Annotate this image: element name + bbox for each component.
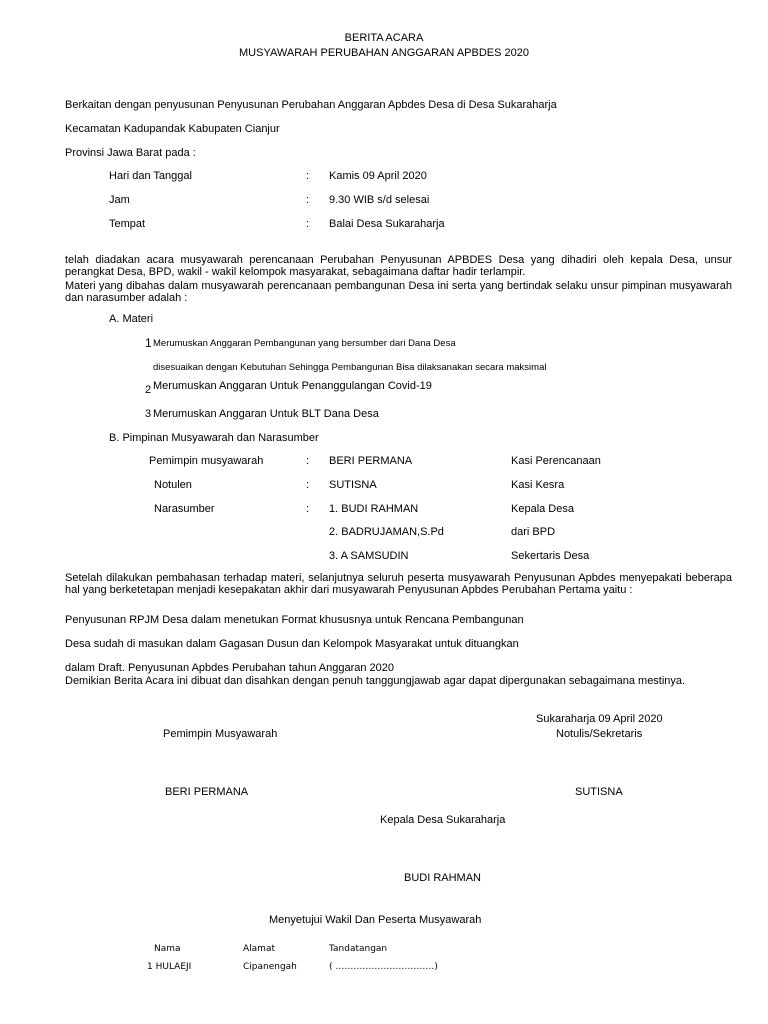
item-text-continued: disesuaikan dengan Kebutuhan Sehingga Pembangunan Bisa dilaksanakan secara maksimal (153, 362, 547, 373)
detail-value: 9.30 WIB s/d selesai (329, 194, 430, 206)
detail-value: Balai Desa Sukaraharja (329, 218, 445, 230)
agreement-line-1: Penyusunan RPJM Desa dalam menetukan Format khususnya untuk Rencana Pembangunan (65, 614, 524, 626)
detail-value: Kamis 09 April 2020 (329, 170, 427, 182)
leader-role: Notulen (154, 479, 192, 491)
section-a-heading: A. Materi (109, 313, 154, 325)
item-text: Merumuskan Anggaran Untuk BLT Dana Desa (153, 408, 379, 420)
leader-name: 1. BUDI RAHMAN (329, 503, 419, 515)
item-number: 3 (145, 408, 152, 420)
paragraph-agreement-intro: Setelah dilakukan pembahasan terhadap materi, selanjutnya seluruh peserta musyawarah Penyusunan Apbdes menyepakati beberapa hal yang berketetapan menjadi kesepakatan akhir dari musyawarah Penyusunan Apbdes Perubahan Pertama yaitu : (65, 572, 732, 596)
detail-separator: : (306, 194, 310, 206)
participants-column-header: Nama (154, 944, 181, 954)
leader-separator: : (306, 455, 310, 467)
leader-separator: : (306, 503, 310, 515)
signature-center-title: Kepala Desa Sukaraharja (380, 814, 506, 826)
intro-line-2: Kecamatan Kadupandak Kabupaten Cianjur (65, 123, 280, 135)
signature-left-name: BERI PERMANA (165, 786, 249, 798)
intro-line-3: Provinsi Jawa Barat pada : (65, 147, 196, 159)
participant-address: Cipanengah (243, 962, 297, 972)
agreement-line-3: dalam Draft. Penyusunan Apbdes Perubahan tahun Anggaran 2020 (65, 662, 395, 674)
leader-position: Sekertaris Desa (511, 550, 590, 562)
detail-separator: : (306, 218, 310, 230)
signature-right-title: Notulis/Sekretaris (556, 728, 643, 740)
participants-column-header: Tandatangan (329, 944, 388, 954)
paragraph-closing: Demikian Berita Acara ini dibuat dan disahkan dengan penuh tanggungjawab agar dapat dipergunakan sebagaimana mestinya. (65, 675, 686, 687)
document-subtitle: MUSYAWARAH PERUBAHAN ANGGARAN APBDES 2020 (239, 47, 529, 59)
signature-center-name: BUDI RAHMAN (404, 872, 482, 884)
detail-separator: : (306, 170, 310, 182)
item-text: Merumuskan Anggaran Pembangunan yang bersumber dari Dana Desa (153, 338, 456, 349)
leader-name: BERI PERMANA (329, 455, 413, 467)
detail-label: Hari dan Tanggal (109, 170, 192, 182)
leader-name: 3. A SAMSUDIN (329, 550, 409, 562)
leader-role: Narasumber (154, 503, 215, 515)
participants-column-header: Alamat (243, 944, 275, 954)
intro-line-1: Berkaitan dengan penyusunan Penyusunan Perubahan Anggaran Apbdes Desa di Desa Sukaraharja (65, 99, 557, 111)
detail-label: Tempat (109, 218, 146, 230)
leader-position: Kepala Desa (511, 503, 574, 515)
participant-name: 1 HULAEJI (147, 962, 192, 972)
leader-separator: : (306, 479, 310, 491)
leader-role: Pemimpin musyawarah (149, 455, 264, 467)
leader-position: Kasi Kesra (511, 479, 565, 491)
participants-heading: Menyetujui Wakil Dan Peserta Musyawarah (269, 914, 482, 926)
item-number: 1 (145, 336, 152, 350)
paragraph-materials-intro: Materi yang dibahas dalam musyawarah perencanaan pembangunan Desa ini serta yang bertindak selaku unsur pimpinan musyawarah dan narasumber adalah : (65, 280, 732, 304)
signature-left-title: Pemimpin Musyawarah (163, 728, 278, 740)
leader-position: Kasi Perencanaan (511, 455, 601, 467)
leader-name: 2. BADRUJAMAN,S.Pd (329, 526, 444, 538)
participant-signature-line: ( ……………………………) (329, 962, 438, 972)
place-date: Sukaraharja 09 April 2020 (536, 713, 663, 725)
signature-right-name: SUTISNA (575, 786, 623, 798)
section-b-heading: B. Pimpinan Musyawarah dan Narasumber (109, 432, 319, 444)
leader-position: dari BPD (511, 526, 556, 538)
leader-name: SUTISNA (329, 479, 377, 491)
agreement-line-2: Desa sudah di masukan dalam Gagasan Dusun dan Kelompok Masyarakat untuk dituangkan (65, 638, 519, 650)
document-title: BERITA ACARA (344, 32, 424, 44)
detail-label: Jam (109, 194, 130, 206)
paragraph-attendance: telah diadakan acara musyawarah perencanaan Perubahan Penyusunan APBDES Desa yang dihadiri oleh kepala Desa, unsur perangkat Desa, BPD, wakil - wakil kelompok masyarakat, sebagaimana daftar hadir terlampir. (65, 254, 732, 278)
item-number: 2 (145, 384, 152, 396)
item-text: Merumuskan Anggaran Untuk Penanggulangan Covid-19 (153, 380, 432, 392)
